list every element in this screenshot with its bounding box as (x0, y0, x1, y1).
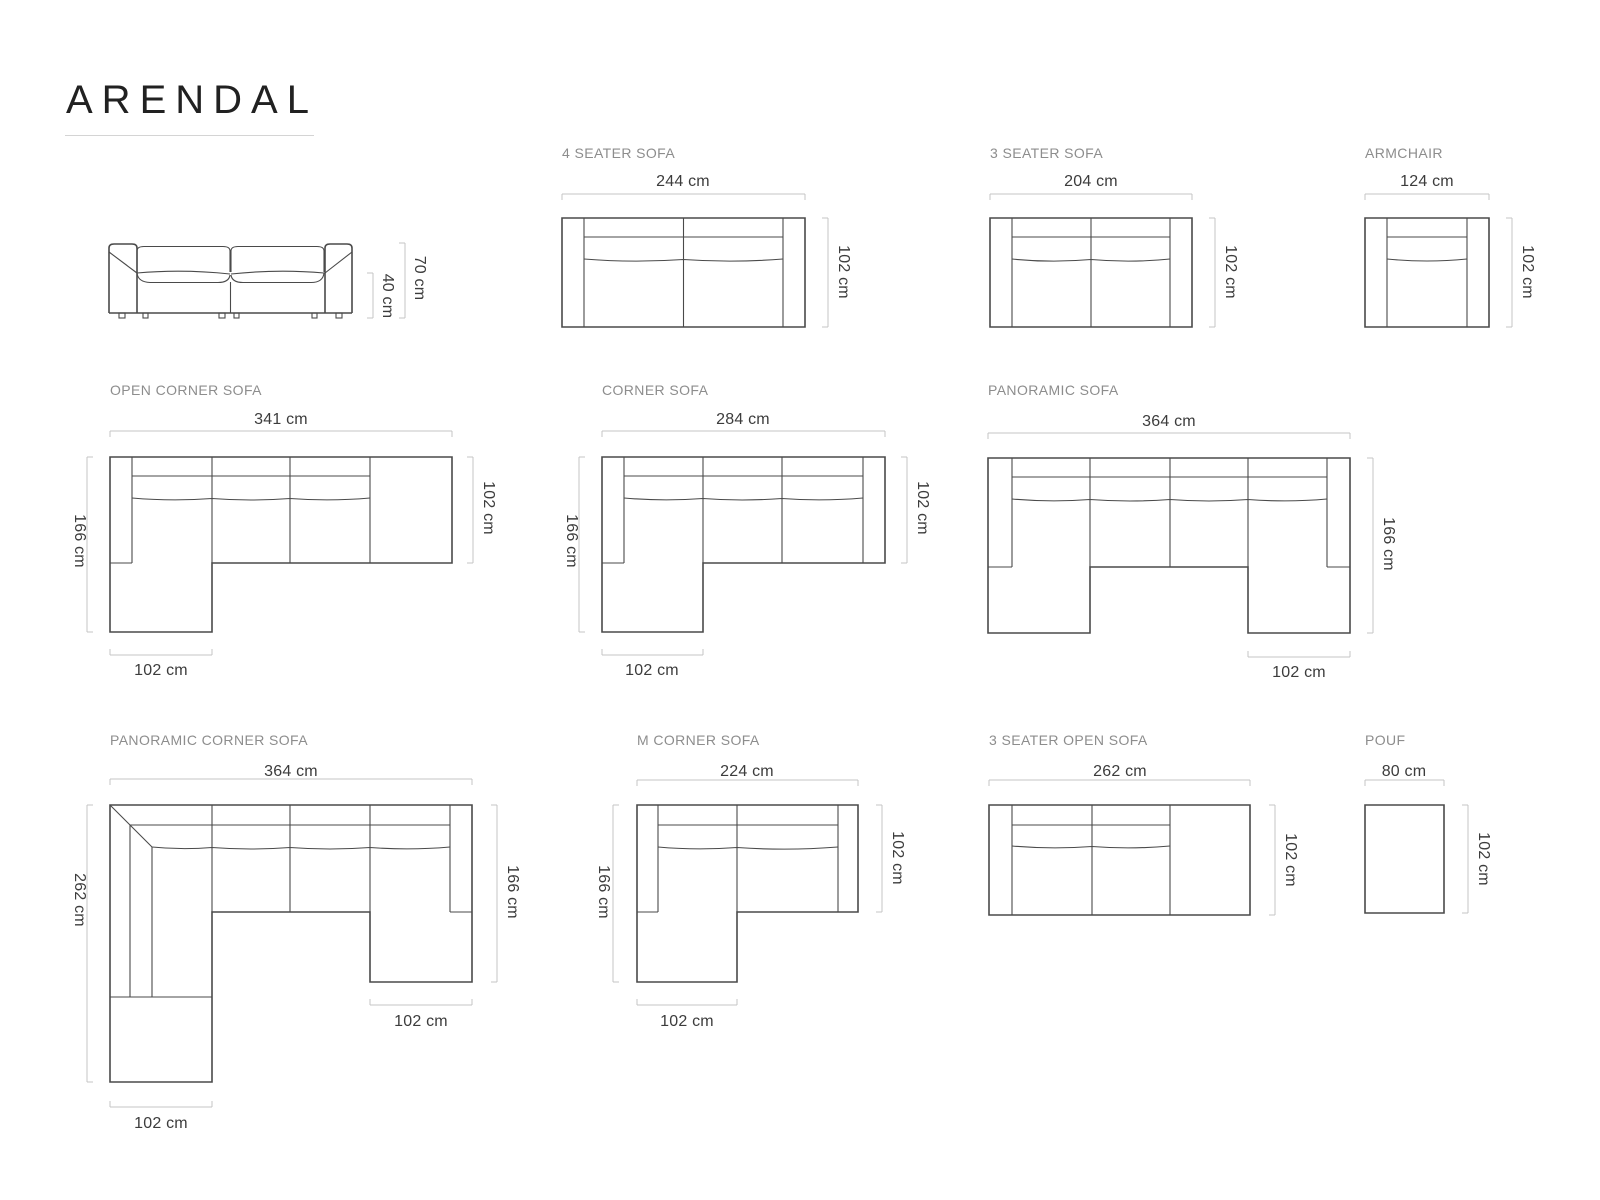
armchair-depth-dim: 102 cm (1519, 245, 1536, 299)
panoramic-sofa-label: PANORAMIC SOFA (988, 382, 1119, 398)
panoramic-corner-sofa-top-view-drawing (60, 720, 530, 1140)
page-title: ARENDAL (66, 78, 318, 122)
figure-front-elevation (90, 230, 430, 330)
panoramic-corner-sofa-chaise-dim: 102 cm (394, 1013, 448, 1030)
pouf-label: POUF (1365, 732, 1406, 748)
m-corner-sofa-label: M CORNER SOFA (637, 732, 760, 748)
corner-sofa-width-dim: 284 cm (716, 411, 770, 428)
3-seater-sofa-depth-dim: 102 cm (1222, 245, 1239, 299)
panoramic-corner-sofa-right-depth-dim: 166 cm (504, 865, 521, 919)
corner-sofa-depth-dim: 102 cm (914, 481, 931, 535)
panoramic-sofa-chaise-dim: 102 cm (1272, 664, 1326, 681)
figure-panoramic-corner-sofa (60, 720, 530, 1140)
figure-4-seater-sofa (551, 140, 891, 340)
panoramic-corner-sofa-label: PANORAMIC CORNER SOFA (110, 732, 308, 748)
corner-sofa-total-depth-dim: 166 cm (563, 514, 580, 568)
m-corner-sofa-chaise-dim: 102 cm (660, 1013, 714, 1030)
3-seater-open-sofa-width-dim: 262 cm (1093, 763, 1147, 780)
title-underline (65, 135, 314, 136)
figure-open-corner-sofa (60, 370, 500, 680)
m-corner-sofa-depth-dim: 102 cm (889, 831, 906, 885)
figure-pouf (1340, 720, 1520, 940)
m-corner-sofa-top-view-drawing (590, 720, 920, 1140)
panoramic-sofa-total-depth-dim: 166 cm (1380, 517, 1397, 571)
open-corner-sofa-width-dim: 341 cm (254, 411, 308, 428)
elevation-height-dim: 70 cm (411, 255, 428, 301)
figure-3-seater-open-sofa (960, 720, 1320, 940)
4-seater-sofa-width-dim: 244 cm (656, 173, 710, 190)
4-seater-sofa-label: 4 SEATER SOFA (562, 145, 676, 161)
3-seater-open-sofa-depth-dim: 102 cm (1282, 833, 1299, 887)
figure-m-corner-sofa (590, 720, 920, 1140)
elevation-seat-height-dim: 40 cm (379, 273, 396, 319)
panoramic-sofa-top-view-drawing (960, 370, 1400, 680)
open-corner-sofa-label: OPEN CORNER SOFA (110, 382, 262, 398)
3-seater-open-sofa-top-view-drawing (960, 720, 1320, 940)
m-corner-sofa-width-dim: 224 cm (720, 763, 774, 780)
corner-sofa-top-view-drawing (560, 370, 940, 680)
3-seater-open-sofa-label: 3 SEATER OPEN SOFA (989, 732, 1148, 748)
pouf-depth-dim: 102 cm (1475, 832, 1492, 886)
open-corner-sofa-top-view-drawing (60, 370, 500, 680)
figure-panoramic-sofa (960, 370, 1400, 680)
open-corner-sofa-depth-dim: 102 cm (480, 481, 497, 535)
armchair-width-dim: 124 cm (1400, 173, 1454, 190)
3-seater-sofa-label: 3 SEATER SOFA (990, 145, 1104, 161)
panoramic-sofa-width-dim: 364 cm (1142, 413, 1196, 430)
armchair-label: ARMCHAIR (1365, 145, 1443, 161)
open-corner-sofa-chaise-dim: 102 cm (134, 662, 188, 679)
3-seater-sofa-width-dim: 204 cm (1064, 173, 1118, 190)
figure-corner-sofa (560, 370, 940, 680)
corner-sofa-chaise-dim: 102 cm (625, 662, 679, 679)
panoramic-corner-sofa-bottom-dim: 102 cm (134, 1115, 188, 1132)
open-corner-sofa-total-depth-dim: 166 cm (71, 514, 88, 568)
pouf-width-dim: 80 cm (1381, 763, 1427, 780)
corner-sofa-label: CORNER SOFA (602, 382, 709, 398)
figure-3-seater-sofa (968, 140, 1278, 340)
panoramic-corner-sofa-width-dim: 364 cm (264, 763, 318, 780)
4-seater-sofa-depth-dim: 102 cm (835, 245, 852, 299)
panoramic-corner-sofa-left-depth-dim: 262 cm (71, 873, 88, 927)
armchair-top-view-drawing (1360, 188, 1590, 338)
figure-armchair (1360, 140, 1590, 340)
m-corner-sofa-total-depth-dim: 166 cm (595, 865, 612, 919)
pouf-top-view-drawing (1340, 720, 1520, 940)
